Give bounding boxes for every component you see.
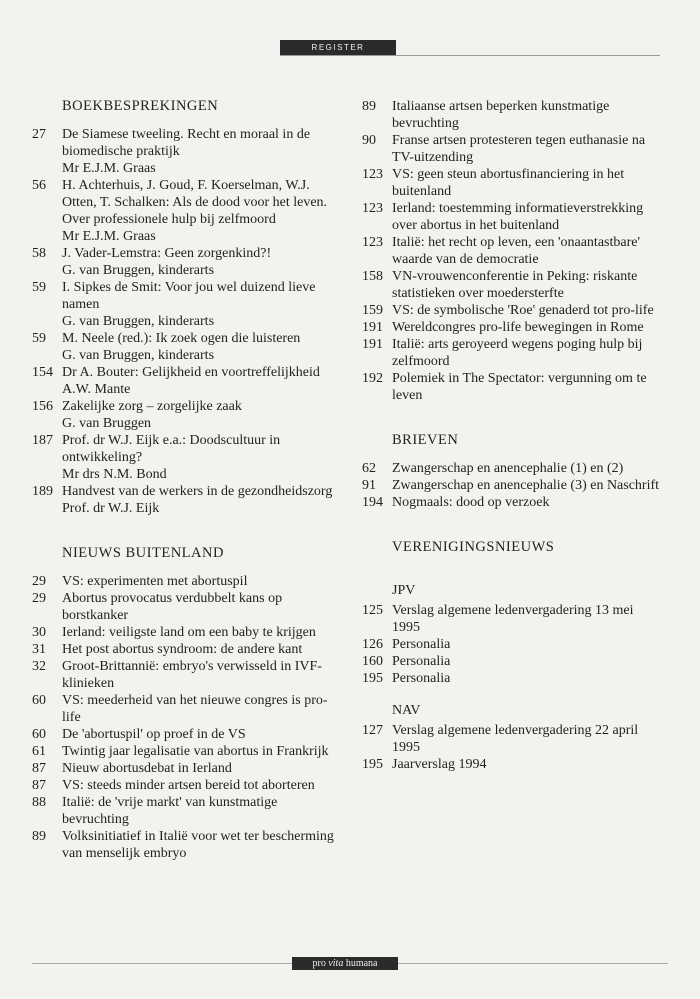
- register-entry: [32, 760, 342, 777]
- entry-author: Mr E.J.M. Graas: [62, 229, 156, 244]
- register-entry: [32, 398, 342, 432]
- page-number: 191: [362, 337, 383, 352]
- entry-title: VS: geen steun abortusfinanciering in het buitenland: [392, 167, 625, 199]
- subsection-title-nav: NAV: [392, 703, 421, 718]
- page-number: 30: [32, 625, 46, 640]
- section-title-verenigingsnieuws: VERENIGINGSNIEUWS: [392, 539, 555, 555]
- entry-text: [62, 760, 342, 777]
- entry-title: Ierland: veiligste land om een baby te krijgen: [62, 625, 316, 640]
- entry-text: [62, 624, 342, 641]
- entry-text: [392, 370, 662, 404]
- footer-pre: pro: [312, 958, 329, 969]
- entry-title: Dr A. Bouter: Gelijkheid en voortreffelijkheid: [62, 365, 320, 380]
- register-entry: [32, 330, 342, 364]
- entry-title: Ierland: toestemming informatieverstrekking over abortus in het buitenland: [392, 201, 644, 233]
- entry-title: Nieuw abortusdebat in Ierland: [62, 761, 232, 776]
- entry-title: VS: de symbolische 'Roe' genaderd tot pro-life: [392, 303, 654, 318]
- page-number: 59: [32, 331, 46, 346]
- entry-text: [62, 177, 342, 245]
- register-entry: [362, 132, 662, 166]
- register-entry: [362, 166, 662, 200]
- entry-title: M. Neele (red.): Ik zoek ogen die luisteren: [62, 331, 301, 346]
- entry-title: Polemiek in The Spectator: vergunning om te leven: [392, 371, 647, 403]
- entry-text: [392, 302, 662, 319]
- register-entry: [32, 432, 342, 483]
- entry-title: Zakelijke zorg – zorgelijke zaak: [62, 399, 242, 414]
- entry-text: [392, 319, 662, 336]
- entry-text: [392, 98, 662, 132]
- page-number: 61: [32, 744, 46, 759]
- entry-title: Zwangerschap en anencephalie (3) en Naschrift: [392, 478, 660, 493]
- page-number: 156: [32, 399, 53, 414]
- register-entry: [362, 98, 662, 132]
- entry-title: Nogmaals: dood op verzoek: [392, 495, 550, 510]
- entry-text: [392, 477, 662, 494]
- register-header: REGISTER: [280, 40, 396, 55]
- nieuws-buitenland-list: [32, 573, 342, 862]
- entry-text: [62, 279, 342, 330]
- page-number: 62: [362, 461, 376, 476]
- register-entry: [32, 828, 342, 862]
- page-number: 187: [32, 433, 53, 448]
- register-entry: [32, 245, 342, 279]
- register-entry: [362, 494, 662, 511]
- page-number: 87: [32, 778, 46, 793]
- page-number: 160: [362, 654, 383, 669]
- entry-text: [62, 126, 342, 177]
- entry-author: A.W. Mante: [62, 382, 131, 397]
- entry-text: [392, 756, 662, 773]
- entry-title: Prof. dr W.J. Eijk e.a.: Doodscultuur in ontwikkeling?: [62, 433, 281, 465]
- entry-text: [62, 777, 342, 794]
- brieven-list: [362, 460, 662, 511]
- entry-author: G. van Bruggen: [62, 416, 152, 431]
- page-number: 89: [32, 829, 46, 844]
- page-number: 126: [362, 637, 383, 652]
- entry-title: Volksinitiatief in Italië voor wet ter bescherming van menselijk embryo: [62, 829, 334, 861]
- register-entry: [32, 658, 342, 692]
- page-number: 60: [32, 693, 46, 708]
- page-number: 58: [32, 246, 46, 261]
- page-number: 191: [362, 320, 383, 335]
- entry-text: [392, 234, 662, 268]
- page-number: 195: [362, 757, 383, 772]
- register-entry: [32, 126, 342, 177]
- register-entry: [362, 336, 662, 370]
- entry-author: G. van Bruggen, kinderarts: [62, 314, 215, 329]
- entry-title: Italië: de 'vrije markt' van kunstmatige bevruchting: [62, 795, 278, 827]
- jpv-list: [362, 602, 662, 687]
- page-number: 195: [362, 671, 383, 686]
- entry-title: Personalia: [392, 654, 451, 669]
- entry-text: [392, 132, 662, 166]
- entry-text: [392, 636, 662, 653]
- entry-title: Abortus provocatus verdubbelt kans op borstkanker: [62, 591, 283, 623]
- entry-title: Personalia: [392, 671, 451, 686]
- page-number: 60: [32, 727, 46, 742]
- register-entry: [362, 477, 662, 494]
- entry-text: [392, 494, 662, 511]
- section-title-nieuws-buitenland: NIEUWS BUITENLAND: [62, 545, 224, 561]
- register-entry: [32, 279, 342, 330]
- entry-title: VS: steeds minder artsen bereid tot aborteren: [62, 778, 315, 793]
- entry-text: [62, 398, 342, 432]
- entry-text: [62, 590, 342, 624]
- register-entry: [362, 370, 662, 404]
- page-number: 87: [32, 761, 46, 776]
- footer-post: humana: [343, 958, 378, 969]
- page-number: 159: [362, 303, 383, 318]
- register-entry: [362, 653, 662, 670]
- register-entry: [362, 636, 662, 653]
- entry-text: [62, 743, 342, 760]
- boekbesprekingen-list: [32, 126, 342, 517]
- register-entry: [362, 319, 662, 336]
- entry-title: Jaarverslag 1994: [392, 757, 487, 772]
- entry-text: [62, 692, 342, 726]
- entry-text: [62, 432, 342, 483]
- entry-text: [392, 722, 662, 756]
- entry-text: [392, 460, 662, 477]
- header-rule: [280, 55, 660, 56]
- subsection-title-jpv: JPV: [392, 583, 416, 598]
- entry-title: Italiaanse artsen beperken kunstmatige bevruchting: [392, 99, 610, 131]
- page-number: 123: [362, 235, 383, 250]
- entry-title: Verslag algemene ledenvergadering 13 mei 1995: [392, 603, 634, 635]
- entry-author: G. van Bruggen, kinderarts: [62, 263, 215, 278]
- entry-text: [62, 245, 342, 279]
- section-title-brieven: BRIEVEN: [392, 432, 459, 448]
- page-number: 89: [362, 99, 376, 114]
- entry-text: [392, 670, 662, 687]
- register-entry: [362, 670, 662, 687]
- entry-text: [62, 330, 342, 364]
- register-entry: [32, 573, 342, 590]
- entry-title: De 'abortuspil' op proef in de VS: [62, 727, 246, 742]
- entry-title: Het post abortus syndroom: de andere kant: [62, 642, 303, 657]
- page-number: 154: [32, 365, 53, 380]
- register-entry: [362, 302, 662, 319]
- register-entry: [362, 234, 662, 268]
- entry-title: Groot-Brittannië: embryo's verwisseld in IVF-klinieken: [62, 659, 322, 691]
- page-number: 27: [32, 127, 46, 142]
- register-entry: [32, 743, 342, 760]
- register-entry: [362, 268, 662, 302]
- entry-text: [392, 268, 662, 302]
- entry-text: [392, 602, 662, 636]
- register-entry: [362, 756, 662, 773]
- nieuws-buitenland-continued-list: [362, 98, 662, 404]
- register-entry: [362, 722, 662, 756]
- entry-author: Prof. dr W.J. Eijk: [62, 501, 160, 516]
- register-entry: [32, 692, 342, 726]
- register-entry: [32, 624, 342, 641]
- page-number: 32: [32, 659, 46, 674]
- page-number: 192: [362, 371, 383, 386]
- footer-journal-name: [292, 957, 398, 970]
- entry-title: Handvest van de werkers in de gezondheidszorg: [62, 484, 333, 499]
- entry-title: VS: meederheid van het nieuwe congres is pro-life: [62, 693, 328, 725]
- entry-title: Franse artsen protesteren tegen euthanasie na TV-uitzending: [392, 133, 646, 165]
- entry-text: [62, 828, 342, 862]
- entry-title: Italië: het recht op leven, een 'onaantastbare' waarde van de democratie: [392, 235, 640, 267]
- register-entry: [32, 726, 342, 743]
- entry-text: [62, 658, 342, 692]
- entry-author: Mr drs N.M. Bond: [62, 467, 167, 482]
- page-number: 125: [362, 603, 383, 618]
- entry-text: [392, 653, 662, 670]
- entry-text: [392, 200, 662, 234]
- page-number: 59: [32, 280, 46, 295]
- entry-title: J. Vader-Lemstra: Geen zorgenkind?!: [62, 246, 272, 261]
- entry-title: VS: experimenten met abortuspil: [62, 574, 248, 589]
- entry-text: [62, 364, 342, 398]
- page-number: 127: [362, 723, 383, 738]
- nav-list: [362, 722, 662, 773]
- entry-text: [392, 336, 662, 370]
- register-entry: [32, 794, 342, 828]
- page-number: 123: [362, 167, 383, 182]
- entry-text: [62, 794, 342, 828]
- page-number: 91: [362, 478, 376, 493]
- entry-title: Verslag algemene ledenvergadering 22 april 1995: [392, 723, 639, 755]
- entry-title: VN-vrouwenconferentie in Peking: riskante statistieken over moedersterfte: [392, 269, 638, 301]
- page-number: 158: [362, 269, 383, 284]
- entry-title: Twintig jaar legalisatie van abortus in Frankrijk: [62, 744, 329, 759]
- entry-text: [62, 641, 342, 658]
- entry-text: [392, 166, 662, 200]
- page-number: 90: [362, 133, 376, 148]
- register-entry: [32, 364, 342, 398]
- entry-author: G. van Bruggen, kinderarts: [62, 348, 215, 363]
- page-number: 29: [32, 574, 46, 589]
- register-entry: [362, 460, 662, 477]
- register-entry: [362, 200, 662, 234]
- page-number: 29: [32, 591, 46, 606]
- page-number: 189: [32, 484, 53, 499]
- register-entry: [362, 602, 662, 636]
- page-number: 123: [362, 201, 383, 216]
- entry-text: [62, 483, 342, 517]
- left-column: [32, 98, 342, 862]
- register-entry: [32, 641, 342, 658]
- entry-author: Mr E.J.M. Graas: [62, 161, 156, 176]
- entry-title: Zwangerschap en anencephalie (1) en (2): [392, 461, 624, 476]
- register-entry: [32, 590, 342, 624]
- footer-italic: vita: [328, 958, 344, 969]
- page-number: 88: [32, 795, 46, 810]
- register-entry: [32, 777, 342, 794]
- section-title-boekbesprekingen: BOEKBESPREKINGEN: [62, 98, 219, 114]
- register-entry: [32, 177, 342, 245]
- entry-title: I. Sipkes de Smit: Voor jou wel duizend lieve namen: [62, 280, 316, 312]
- page-number: 31: [32, 642, 46, 657]
- page-number: 56: [32, 178, 46, 193]
- entry-title: Personalia: [392, 637, 451, 652]
- entry-title: H. Achterhuis, J. Goud, F. Koerselman, W.J. Otten, T. Schalken: Als de dood voor het leven. Over professionele hulp bij zelfmoord: [62, 178, 328, 227]
- entry-title: Italië: arts geroyeerd wegens poging hulp bij zelfmoord: [392, 337, 643, 369]
- register-entry: [32, 483, 342, 517]
- entry-text: [62, 726, 342, 743]
- right-column: [362, 98, 662, 773]
- entry-title: Wereldcongres pro-life bewegingen in Rome: [392, 320, 644, 335]
- page-number: 194: [362, 495, 383, 510]
- entry-text: [62, 573, 342, 590]
- entry-title: De Siamese tweeling. Recht en moraal in de biomedische praktijk: [62, 127, 311, 159]
